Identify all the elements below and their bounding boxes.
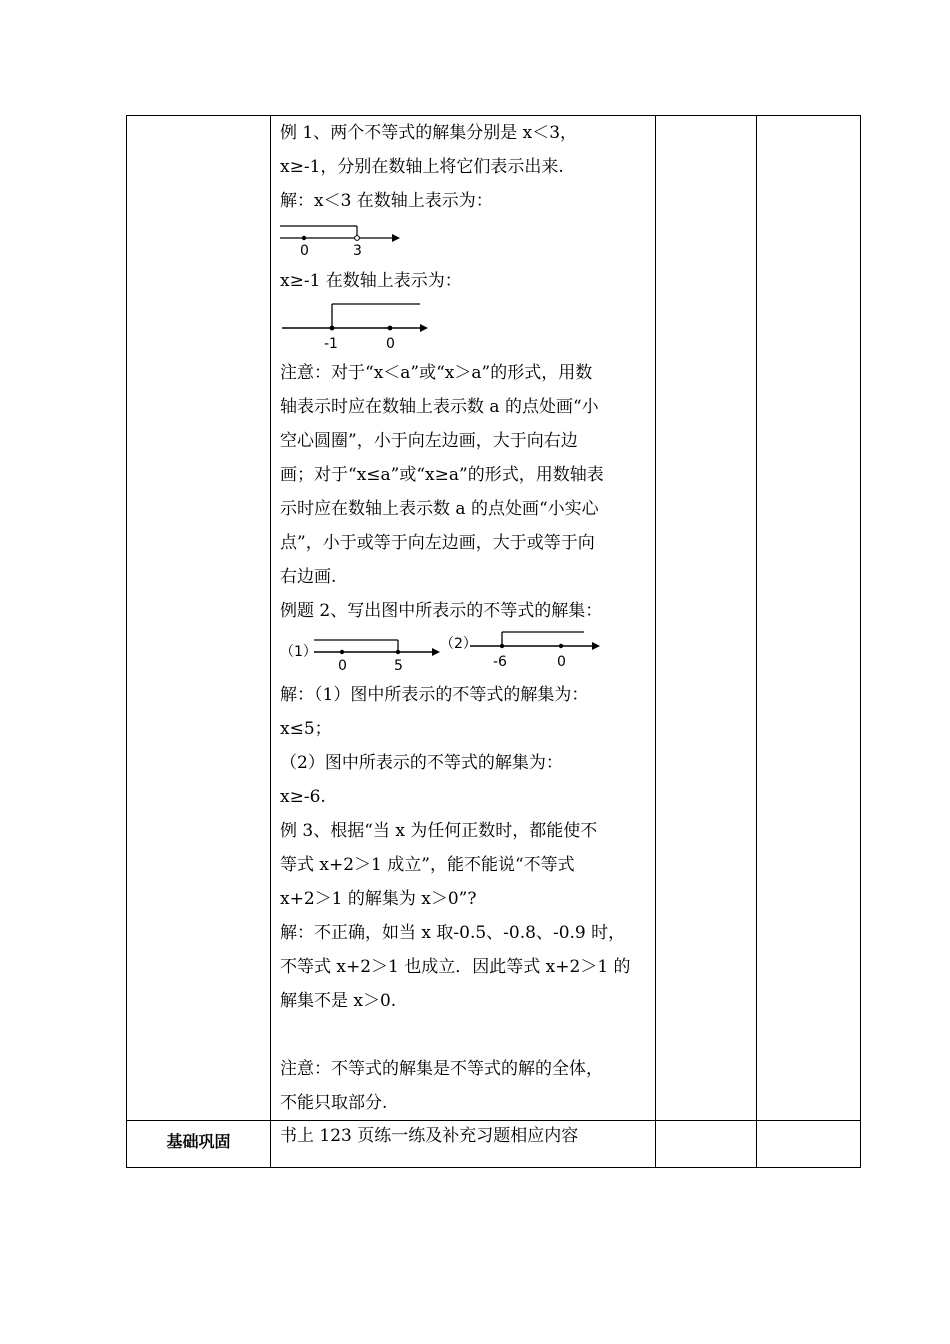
row2-content: 书上 123 页练一练及补充习题相应内容	[280, 1126, 579, 1146]
content-body	[271, 116, 655, 1120]
tick-label: 0	[338, 658, 347, 674]
example1-line1: 例 1、两个不等式的解集分别是 x＜3，	[280, 123, 578, 143]
example3-line: x+2＞1 的解集为 x＞0”?	[280, 889, 477, 909]
example3-line: 解集不是 x＞0.	[280, 991, 397, 1011]
left-label-cell	[127, 116, 271, 1121]
blank-line	[280, 1018, 647, 1052]
number-line-x-ge-neg1	[280, 300, 440, 352]
example2-sol-line: x≥-6.	[280, 787, 326, 807]
example2-sol-line: 解：（1）图中所表示的不等式的解集为：	[280, 685, 589, 705]
note1-line: 注意：对于“x＜a”或“x＞a”的形式，用数	[280, 363, 593, 383]
note1-line: 点”，小于或等于向左边画，大于或等于向	[280, 533, 595, 553]
example3-line: 解：不正确，如当 x 取-0.5、-0.8、-0.9 时，	[280, 923, 626, 943]
figure-label: （2）	[440, 636, 477, 652]
empty-cell	[757, 116, 861, 1121]
example3-line: 等式 x+2＞1 成立”，能不能说“不等式	[280, 855, 575, 875]
example2-sol-line: （2）图中所表示的不等式的解集为：	[280, 753, 563, 773]
tick-label: 0	[557, 654, 566, 670]
row2-content-cell	[271, 1121, 656, 1168]
table-row	[127, 1121, 861, 1168]
row2-label-cell	[127, 1121, 271, 1168]
number-line-x-lt-3	[280, 220, 410, 260]
note1-line: 空心圆圈”，小于向左边画，大于向右边	[280, 431, 578, 451]
example3-note-line: 不能只取部分.	[280, 1093, 388, 1113]
figure-label: （1）	[280, 644, 317, 660]
example3-note-line: 注意：不等式的解集是不等式的解的全体，	[280, 1059, 603, 1079]
content-cell	[271, 116, 656, 1121]
example2-sol-line: x≤5；	[280, 719, 332, 739]
tick-label: -6	[493, 654, 507, 670]
example1-line2: x≥-1，分别在数轴上将它们表示出来.	[280, 157, 564, 177]
empty-cell	[656, 1121, 757, 1168]
note1-line: 轴表示时应在数轴上表示数 a 的点处画“小	[280, 397, 599, 417]
table-row	[127, 116, 861, 1121]
note1-line: 右边画.	[280, 567, 337, 587]
tick-label: 3	[353, 243, 362, 259]
example3-line: 例 3、根据“当 x 为任何正数时，都能使不	[280, 821, 598, 841]
example1-sol2: x≥-1 在数轴上表示为：	[280, 271, 462, 291]
number-lines-example2	[280, 630, 620, 674]
tick-label: 0	[386, 336, 395, 352]
example3-line: 不等式 x+2＞1 也成立．因此等式 x+2＞1 的	[280, 957, 631, 977]
tick-label: -1	[324, 336, 338, 352]
note1-line: 示时应在数轴上表示数 a 的点处画“小实心	[280, 499, 599, 519]
empty-cell	[656, 116, 757, 1121]
empty-cell	[757, 1121, 861, 1168]
example1-sol1: 解：x＜3 在数轴上表示为：	[280, 191, 493, 211]
tick-label: 0	[300, 243, 309, 259]
lesson-table	[126, 115, 861, 1168]
note1-line: 画；对于“x≤a”或“x≥a”的形式，用数轴表	[280, 465, 604, 485]
row2-label: 基础巩固	[166, 1132, 231, 1151]
tick-label: 5	[394, 658, 403, 674]
example2-title: 例题 2、写出图中所表示的不等式的解集：	[280, 601, 603, 621]
